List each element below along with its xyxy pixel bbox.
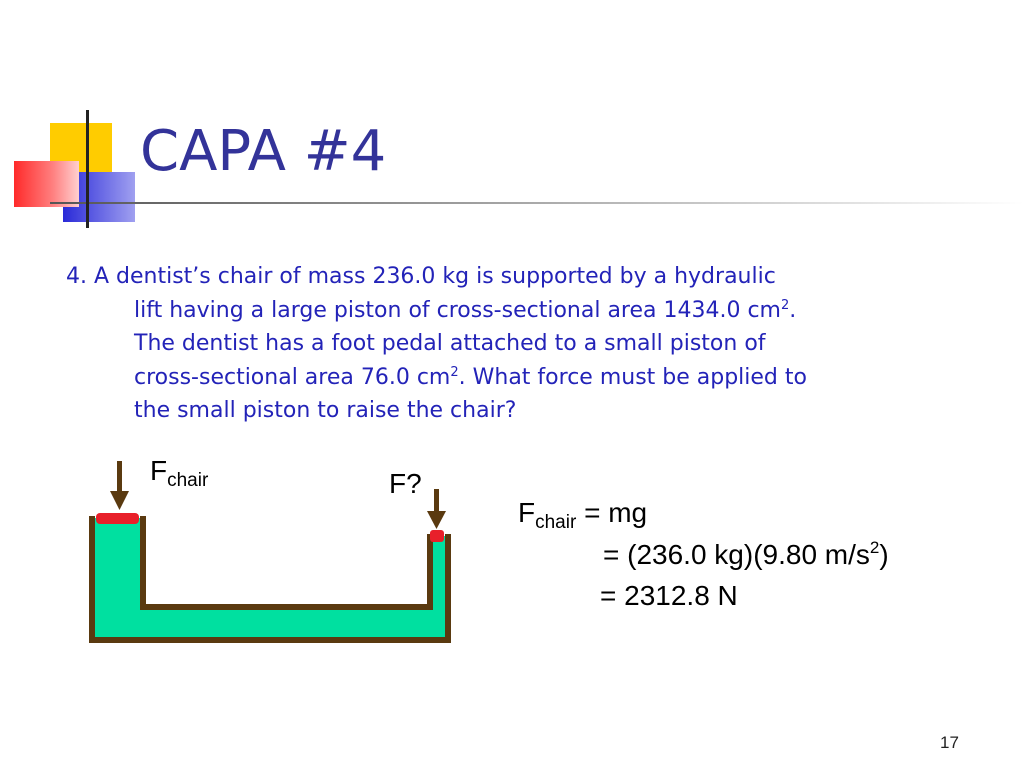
large-piston — [96, 513, 139, 524]
problem-line-1: 4. A dentist’s chair of mass 236.0 kg is supported by a hydraulic — [66, 264, 776, 289]
equation-line-3: = 2312.8 N — [600, 580, 738, 611]
problem-line-2: lift having a large piston of cross-sectional area 1434.0 $cm^2$. — [134, 297, 797, 323]
equation-line-2: = (236.0 kg)(9.80 $m/s^2$) — [603, 538, 889, 570]
label-f-chair: $F_{chair}$ — [150, 455, 209, 491]
title-underline — [50, 202, 1024, 204]
vertical-bar — [86, 110, 89, 228]
problem-line-3: The dentist has a foot pedal attached to a small piston of — [134, 331, 766, 356]
problem-line-4: cross-sectional area 76.0 $cm^2$. What force must be applied to — [134, 364, 807, 390]
large-force-arrow — [110, 461, 129, 510]
problem-line-5: the small piston to raise the chair? — [134, 398, 517, 423]
label-f-unknown: F? — [389, 468, 422, 499]
hydraulic-fluid — [95, 518, 447, 643]
equation-line-1: $F_{chair}$ = mg — [518, 497, 648, 533]
slide-title: CAPA #4 — [140, 119, 387, 184]
red-square — [14, 161, 79, 207]
page-number: 17 — [940, 733, 959, 752]
small-force-arrow — [427, 489, 446, 529]
problem-text — [66, 260, 986, 428]
small-piston — [430, 530, 444, 542]
